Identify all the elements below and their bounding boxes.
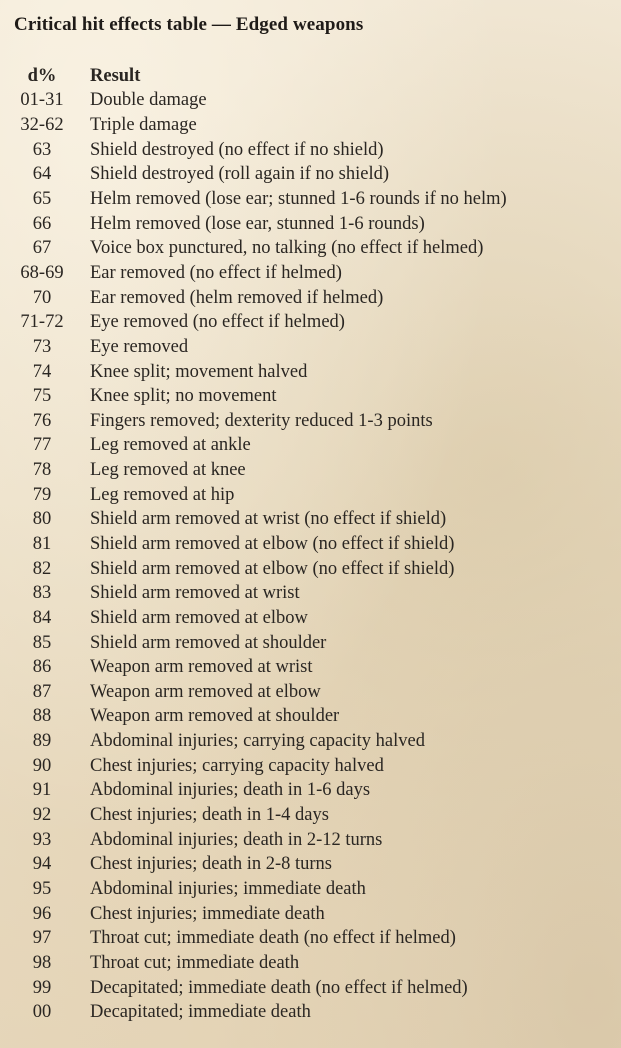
table-row — [0, 729, 621, 754]
result-text: Ear removed (helm removed if helmed) — [90, 287, 384, 308]
roll-value: 88 — [32, 706, 52, 727]
roll-value: 92 — [32, 805, 52, 826]
result-text: Knee split; no movement — [90, 386, 277, 407]
table-row — [0, 803, 621, 828]
roll-value: 63 — [32, 139, 52, 160]
table-row — [0, 113, 621, 138]
table-row — [0, 163, 621, 188]
table-row — [0, 853, 621, 878]
result-text: Abdominal injuries; carrying capacity halved — [90, 731, 425, 752]
result-text: Decapitated; immediate death — [90, 1002, 311, 1023]
roll-value: 76 — [32, 410, 52, 431]
table-row — [0, 1000, 621, 1025]
result-text: Decapitated; immediate death (no effect if helmed) — [90, 977, 468, 998]
result-text: Shield arm removed at elbow (no effect if shield) — [90, 558, 455, 579]
result-text: Throat cut; immediate death (no effect if helmed) — [90, 928, 456, 949]
table-row — [0, 926, 621, 951]
roll-value: 66 — [32, 213, 52, 234]
table-row — [0, 779, 621, 804]
result-text: Shield arm removed at shoulder — [90, 632, 327, 653]
roll-value: 78 — [32, 460, 52, 481]
table-row — [0, 828, 621, 853]
roll-value: 86 — [32, 657, 52, 678]
roll-value: 98 — [32, 952, 52, 973]
roll-value: 97 — [32, 928, 52, 949]
roll-value: 00 — [32, 1002, 52, 1023]
table-row — [0, 187, 621, 212]
table-body — [0, 89, 621, 1025]
table-row — [0, 705, 621, 730]
table-row — [0, 409, 621, 434]
result-text: Abdominal injuries; death in 1-6 days — [90, 780, 371, 801]
table-row — [0, 557, 621, 582]
table-row — [0, 236, 621, 261]
table-row — [0, 286, 621, 311]
table-row — [0, 655, 621, 680]
roll-value: 71-72 — [20, 312, 64, 333]
roll-value: 67 — [32, 238, 52, 259]
result-text: Chest injuries; immediate death — [90, 903, 325, 924]
roll-value: 83 — [32, 583, 52, 604]
table-row — [0, 89, 621, 114]
result-text: Triple damage — [90, 115, 197, 136]
result-text: Weapon arm removed at wrist — [90, 657, 313, 678]
table-row — [0, 581, 621, 606]
table-row — [0, 877, 621, 902]
result-text: Chest injuries; carrying capacity halved — [90, 755, 384, 776]
table-row — [0, 335, 621, 360]
result-text: Abdominal injuries; immediate death — [90, 878, 366, 899]
roll-value: 01-31 — [20, 90, 64, 111]
result-text: Fingers removed; dexterity reduced 1-3 points — [90, 410, 433, 431]
roll-value: 82 — [32, 558, 52, 579]
critical-hit-table — [0, 64, 621, 1025]
roll-value: 68-69 — [20, 262, 64, 283]
roll-value: 64 — [32, 164, 52, 185]
roll-value: 93 — [32, 829, 52, 850]
roll-value: 84 — [32, 607, 52, 628]
table-row — [0, 212, 621, 237]
result-text: Helm removed (lose ear, stunned 1-6 rounds) — [90, 213, 425, 234]
roll-value: 70 — [32, 287, 52, 308]
column-header-result: Result — [90, 65, 141, 86]
result-text: Shield arm removed at elbow (no effect if shield) — [90, 533, 455, 554]
table-row — [0, 360, 621, 385]
table-row — [0, 483, 621, 508]
table-row — [0, 434, 621, 459]
roll-value: 80 — [32, 509, 52, 530]
result-text: Throat cut; immediate death — [90, 952, 300, 973]
column-header-roll: d% — [27, 65, 57, 86]
result-text: Abdominal injuries; death in 2-12 turns — [90, 829, 383, 850]
table-row — [0, 951, 621, 976]
table-row — [0, 976, 621, 1001]
result-text: Double damage — [90, 90, 207, 111]
roll-value: 96 — [32, 903, 52, 924]
result-text: Eye removed (no effect if helmed) — [90, 312, 345, 333]
roll-value: 73 — [32, 336, 52, 357]
roll-value: 87 — [32, 681, 52, 702]
roll-value: 32-62 — [20, 115, 64, 136]
result-text: Shield arm removed at elbow — [90, 607, 308, 628]
result-text: Shield arm removed at wrist — [90, 583, 300, 604]
result-text: Chest injuries; death in 1-4 days — [90, 805, 329, 826]
roll-value: 81 — [32, 533, 52, 554]
page-title: Critical hit effects table — Edged weapons — [14, 14, 364, 35]
table-row — [0, 754, 621, 779]
roll-value: 85 — [32, 632, 52, 653]
roll-value: 77 — [32, 435, 52, 456]
roll-value: 99 — [32, 977, 52, 998]
result-text: Leg removed at hip — [90, 484, 235, 505]
result-text: Voice box punctured, no talking (no effect if helmed) — [90, 238, 484, 259]
result-text: Shield destroyed (no effect if no shield) — [90, 139, 384, 160]
roll-value: 89 — [32, 731, 52, 752]
result-text: Leg removed at knee — [90, 460, 246, 481]
roll-value: 75 — [32, 386, 52, 407]
table-header-row — [0, 64, 621, 89]
table-row — [0, 138, 621, 163]
result-text: Leg removed at ankle — [90, 435, 251, 456]
roll-value: 74 — [32, 361, 52, 382]
result-text: Shield destroyed (roll again if no shield) — [90, 164, 390, 185]
result-text: Weapon arm removed at shoulder — [90, 706, 340, 727]
roll-value: 79 — [32, 484, 52, 505]
result-text: Helm removed (lose ear; stunned 1-6 rounds if no helm) — [90, 189, 507, 210]
roll-value: 95 — [32, 878, 52, 899]
result-text: Shield arm removed at wrist (no effect if shield) — [90, 509, 447, 530]
roll-value: 91 — [32, 780, 52, 801]
roll-value: 65 — [32, 189, 52, 210]
roll-value: 90 — [32, 755, 52, 776]
table-row — [0, 606, 621, 631]
result-text: Weapon arm removed at elbow — [90, 681, 321, 702]
result-text: Eye removed — [90, 336, 189, 357]
result-text: Knee split; movement halved — [90, 361, 308, 382]
table-row — [0, 310, 621, 335]
table-row — [0, 902, 621, 927]
table-row — [0, 532, 621, 557]
table-row — [0, 508, 621, 533]
result-text: Ear removed (no effect if helmed) — [90, 262, 342, 283]
table-row — [0, 261, 621, 286]
table-row — [0, 680, 621, 705]
result-text: Chest injuries; death in 2-8 turns — [90, 854, 333, 875]
roll-value: 94 — [32, 854, 52, 875]
table-row — [0, 631, 621, 656]
table-row — [0, 384, 621, 409]
table-row — [0, 458, 621, 483]
